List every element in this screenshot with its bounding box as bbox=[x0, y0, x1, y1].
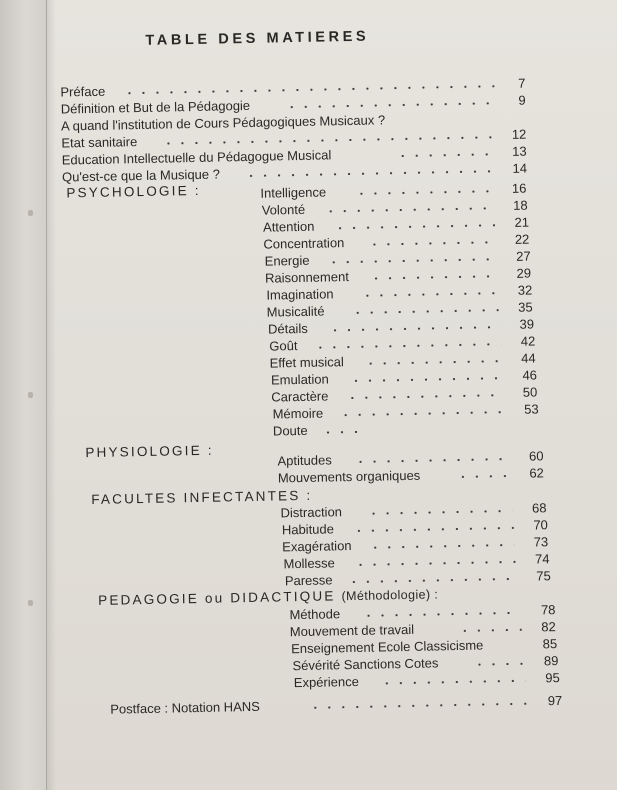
entry-page: 82 bbox=[541, 619, 556, 635]
entry-page: 39 bbox=[519, 316, 535, 332]
dot-leader bbox=[380, 680, 526, 685]
entry-page: 9 bbox=[518, 92, 526, 108]
dot-leader bbox=[364, 360, 502, 365]
entry-label: Doute bbox=[272, 422, 308, 439]
dot-leader bbox=[368, 544, 514, 549]
dot-leader bbox=[333, 224, 495, 229]
entry-label: Raisonnement bbox=[264, 269, 349, 286]
dot-leader bbox=[458, 629, 522, 632]
dot-leader bbox=[354, 561, 516, 566]
dot-leader bbox=[345, 394, 503, 399]
dot-leader bbox=[354, 458, 510, 463]
entry-label: Goût bbox=[269, 338, 298, 354]
entry-page: 50 bbox=[522, 384, 538, 400]
entry-label: Musicalité bbox=[266, 303, 325, 320]
dot-leader bbox=[352, 527, 514, 532]
entry-label: Détails bbox=[267, 320, 308, 337]
entry-label: Paresse bbox=[284, 572, 333, 589]
dot-leader bbox=[349, 377, 503, 382]
dot-leader bbox=[339, 411, 505, 416]
entry-label: Exagération bbox=[282, 538, 352, 555]
entry-page: 29 bbox=[516, 265, 532, 281]
entry-label: Caractère bbox=[271, 388, 329, 405]
entry-page: 14 bbox=[512, 160, 528, 176]
entry-label: Expérience bbox=[293, 673, 359, 691]
entry-page: 16 bbox=[511, 180, 527, 196]
section-subtitle: (Méthodologie) : bbox=[341, 587, 439, 604]
entry-page: 85 bbox=[542, 636, 558, 652]
entry-page: 62 bbox=[529, 465, 544, 481]
entry-page: 60 bbox=[528, 448, 544, 464]
entry-label: Méthode bbox=[289, 606, 341, 623]
entry-label: Mémoire bbox=[272, 405, 324, 422]
dot-leader bbox=[360, 292, 498, 297]
entry-label: Imagination bbox=[266, 286, 334, 303]
entry-page: 95 bbox=[545, 670, 560, 686]
dot-leader bbox=[367, 241, 495, 245]
entry-page: 97 bbox=[547, 693, 563, 709]
section-title-facultes-infectantes: FACULTES INFECTANTES : bbox=[91, 487, 313, 508]
dot-leader bbox=[308, 703, 530, 709]
entry-label: Postface : Notation HANS bbox=[110, 698, 260, 717]
entry-label: Mouvement de travail bbox=[289, 621, 415, 640]
entry-label: Intelligence bbox=[260, 184, 327, 201]
entry-label: Etat sanitaire bbox=[61, 134, 138, 151]
entry-label: Concentration bbox=[263, 235, 345, 252]
entry-page: 53 bbox=[523, 401, 539, 417]
section-title-physiologie: PHYSIOLOGIE : bbox=[85, 442, 214, 461]
section-title-text: PEDAGOGIE ou DIDACTIQUE bbox=[98, 588, 336, 608]
entry-label: Education Intellectuelle du Pédagogue Musical bbox=[61, 147, 332, 168]
dot-leader bbox=[354, 190, 492, 195]
dot-leader bbox=[328, 326, 500, 331]
section-title-psychologie: PSYCHOLOGIE : bbox=[66, 182, 201, 201]
entry-page: 21 bbox=[514, 214, 530, 230]
entry-page: 89 bbox=[543, 653, 559, 669]
dot-leader bbox=[369, 275, 497, 279]
entry-label: Préface bbox=[60, 83, 106, 100]
toc-entry-postface bbox=[110, 692, 565, 718]
dot-leader bbox=[351, 309, 499, 314]
entry-label: Mollesse bbox=[283, 555, 335, 572]
dot-leader bbox=[327, 258, 497, 263]
dot-leader bbox=[347, 578, 517, 583]
entry-page: 12 bbox=[511, 126, 527, 142]
entry-page: 35 bbox=[518, 299, 533, 315]
entry-page: 75 bbox=[536, 568, 551, 584]
entry-label: Enseignement Ecole Classicisme bbox=[291, 637, 484, 657]
dot-leader bbox=[472, 663, 524, 666]
entry-label: Mouvements organiques bbox=[277, 467, 421, 486]
entry-page: 73 bbox=[533, 534, 549, 550]
entry-label: Définition et But de la Pédagogie bbox=[60, 97, 251, 117]
dot-leader bbox=[285, 102, 495, 108]
entry-page: 27 bbox=[516, 248, 531, 264]
entry-page: 74 bbox=[534, 551, 550, 567]
entry-label: Habitude bbox=[281, 521, 335, 538]
entry-page: 7 bbox=[517, 75, 526, 91]
entry-label: Emulation bbox=[270, 371, 329, 388]
entry-label: Distraction bbox=[280, 504, 343, 521]
page-title: TABLE DES MATIERES bbox=[145, 28, 370, 49]
entry-page: 32 bbox=[517, 282, 533, 298]
dot-leader bbox=[313, 343, 501, 349]
entry-label: Attention bbox=[262, 218, 315, 235]
dot-leader bbox=[396, 153, 496, 157]
entry-page: 46 bbox=[522, 367, 538, 383]
entry-label: Volonté bbox=[261, 201, 306, 218]
entry-page: 42 bbox=[520, 333, 536, 349]
entry-label: Sévérité Sanctions Cotes bbox=[292, 655, 439, 674]
dot-leader bbox=[456, 475, 510, 478]
dot-leader bbox=[362, 612, 522, 617]
dot-leader bbox=[367, 510, 513, 515]
entry-label: Energie bbox=[264, 252, 310, 269]
dot-leader bbox=[321, 431, 361, 434]
entry-page: 13 bbox=[512, 143, 527, 159]
entry-page: 44 bbox=[521, 350, 536, 366]
entry-label: Qu'est-ce que la Musique ? bbox=[61, 166, 221, 185]
entry-page: 78 bbox=[540, 602, 556, 618]
dot-leader bbox=[244, 170, 496, 177]
entry-page: 18 bbox=[513, 197, 528, 213]
entry-page: 22 bbox=[514, 231, 530, 247]
entry-page: 68 bbox=[531, 500, 547, 516]
entry-label: Aptitudes bbox=[277, 452, 332, 469]
entry-page: 70 bbox=[533, 517, 548, 533]
entry-label: Effet musical bbox=[269, 354, 344, 371]
dot-leader bbox=[324, 207, 494, 212]
entry-label: A quand l'institution de Cours Pédagogiques Musicaux ? bbox=[60, 112, 386, 134]
